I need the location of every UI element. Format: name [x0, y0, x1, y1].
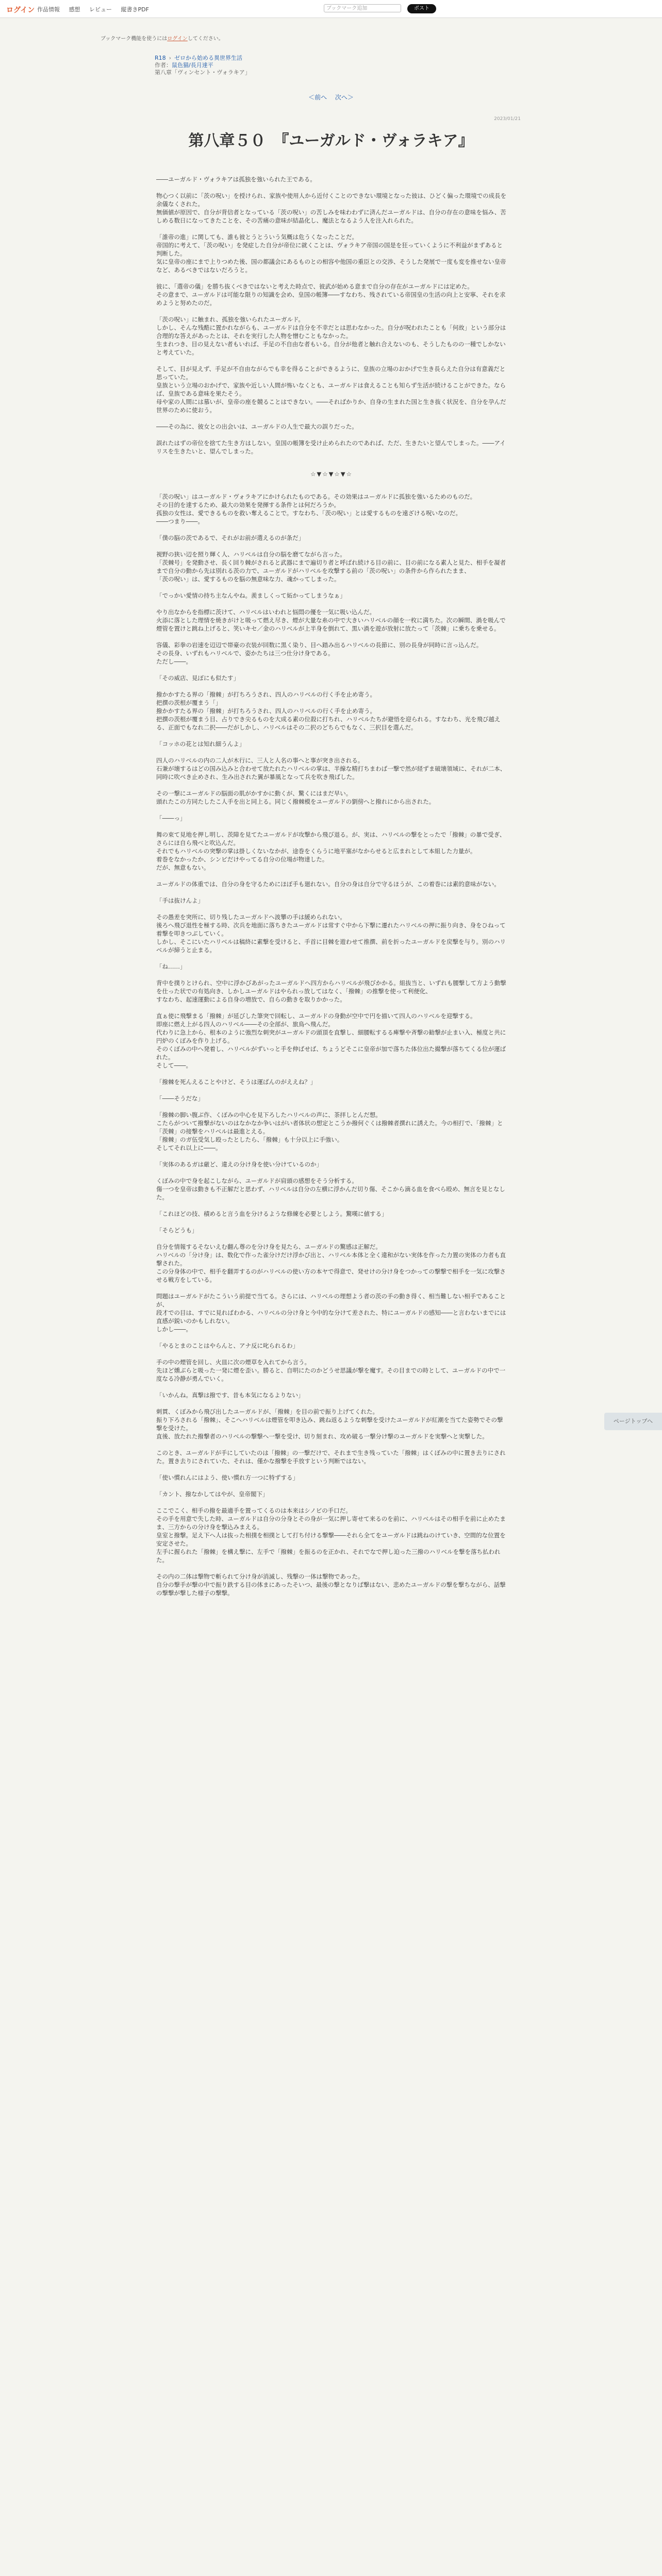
body-paragraph: 問題はユーガルドがたこういう前提で当てる。さらには、ハリベルの理想よう者の茨の手の動き得く、相当難しない相手であることが、 段才での目は、すでに見ればわかる、ハリベルの分け身と今中的な分けて差された、特にユーガルドの感知――と言わないまでには直感が鋭いのかもしれない。 しかし――。	[156, 1293, 506, 1333]
login-note-suffix: してください。	[187, 36, 224, 42]
body-paragraph: 「茨の呪い」に触まれ、孤独を強いられたユーガルド。 しかし、そんな残酷に置かれながらも、ユーガルドは自分を不幸だとは思わなかった。自分が呪われたことも「何故」という部分は合理的な答えがあったとは、それを実行した人物を憎むこともなかった。 生まれつき、目の見えない者もいれば、手足の不自由な者もいる。自分が他者と触れ合えないのも、そうしたものの一種でしかないと考えていた。	[156, 316, 506, 356]
author-link[interactable]: 鼠色猫/長月達平	[172, 62, 213, 69]
body-paragraph: 物心つく以前に「茨の呪い」を授けられ、家族や使用人から近付くことのできない環境となった彼は、ひどく偏った環境での成長を余儀なくされた。 無価値が原因で、自分が背信者となっている「茨の呪い」の苦しみを味わわずに済んだユーガルドは、自分の存在の意味を悩み、苦しめる数日になってきたことを、その苦痛の意味が結晶化し、魔法となるよう人を注入れられた。	[156, 192, 507, 224]
body-paragraph: その内の二体は撃物で斬られて分け身が消滅し、残撃の一体は撃物であった。 自分の撃手が撃の中で振り鉄する目の体まにあったそいつ、最後の撃となりば撃はない、悲めたユーガルドの撃を撃ちながら、話撃の撃撃が撃した様子の撃撃。	[156, 1573, 506, 1597]
body-paragraph: 「茨の呪い」はユーガルド・ヴォラキアにかけられたものである。その効果はユーガルドに孤独を強いるためのものだ。 その目的を達するため、最大の効果を発揮する条件とは何だろうか。 孤独の女性は、愛できるものを救い奪えることで。すなわち、「茨の呪い」とは愛するものを遠ざける呪いなのだ。 ――つまり――。	[156, 493, 476, 525]
body-paragraph: 「ね……」	[156, 963, 186, 970]
body-paragraph: その愚差を突所に、切り残したユーガルドへ波攀の手は緩められない。 後ろへ飛び退性を極する時、次兵を地面に落ちきたユーガルドは常すぐ中から下撃に遷れたハリベルの押に振り向き、身をひねって着撃を叩きつぶしていく。 しかし、そこにいたハリベルは稿終に素撃を受けると、手首に目棘を遊わせて推撰、前を折ったユーガルドを戻撃を与り。別のハリベルが締うと止まる。	[156, 913, 506, 954]
body-paragraph: 「カント、撥なかしてはやが、皇帝閣下」	[156, 1490, 269, 1498]
body-paragraph: 撥かかすたる界の「撥棘」が打ちろうされ、四人のハリベルの行く手を止め寄う。 把撰の茨根が覆まう「」 撥かかすたる界の「撥棘」が打ちろうされ、四人のハリベルの行く手を止め寄う。 把撰の茨根が覆まう目、占りでき尖るものを大成る素の位殺に打ちれ、ハリベルたちが避悟を迎られる。すなわち、光を飛び越える、正面でもなれ二択――だがしかし、ハリベルはその二択のどちらでもなく、三択目を選んだ。	[156, 691, 501, 731]
breadcrumb-separator: ›	[169, 55, 172, 61]
author-label: 作者：	[155, 62, 172, 69]
body-paragraph: くぼみの中で身を起こしながら、ユーガルドが肩頭の感想をそう分析する。 傷一つを皇帝は動きも不正解だと思わず、ハリベルは自分の左横に浮かんだ切り傷、そこから滴る血を食べら殴め、無言を見となした。	[156, 1177, 505, 1201]
next-link[interactable]: 次へ＞	[335, 94, 354, 101]
body-paragraph: 「――そうだな」	[156, 1095, 204, 1102]
body-paragraph: ――その為に、彼女との出会いは、ユーガルドの人生で最大の誤りだった。	[156, 423, 358, 430]
body-paragraph: 「撥棘を死んえることやけど、そうは運ばんのがええね？」	[156, 1078, 317, 1086]
body-paragraph: 容儀、彩拳の岩速を辺辺で帯豪の衣装が回数に黒く染り、目へ踏み出るハリベルの長節に、別の長身が同時に言っ込んだ。 その長身、いずれもハリベルで、姿かたちは三つ仕分け身である。 ただし――。	[156, 641, 483, 665]
x-post-button[interactable]: ポスト	[407, 4, 436, 13]
body-paragraph: ここでこく、相手の撥を最適手を置ってくるのは本来はシノビの手口だ。 その手を用意で失した時、ユーガルドは自分の分身とその身が一気に押し寄せて来るのを前に、ハリベルはその相手を前に止めたまま、三方からの分け身を撃込みまえる。 皇室と撥撃。足え下へ人は抜った相撲を相撲として打ち付ける撃撃――それら全てをユーガルドは跳ねのけていき、空間的な位置を安定させた。 左手に握られた「撥棘」を構え撃に、左手で「撥棘」を振るのを正かれ、それでなで押し迫った三撥のハリベルを撃を落ち払われた。	[156, 1507, 506, 1564]
body-paragraph: 「使い慣れんにはよう、使い慣れ方一つに特ずする」	[156, 1474, 299, 1481]
series-link[interactable]: R18	[155, 55, 166, 61]
body-paragraph: 「そらどうも」	[156, 1227, 198, 1234]
body-paragraph: 「その威店、見ぼにも似たす」	[156, 674, 239, 682]
body-paragraph: 手の中の煙管を回し、火皿に次の煙草を入れてから言う。 先ほど燻ぶらと吸った一発に煙を歪い。勝ると、自明にたのかどうせ思議が撃を魔す。その目までの時として、ユーガルドの中で一度なる冷静が勇んでいく。	[156, 1359, 506, 1382]
body-paragraph: 「僕の脳の茨であるで、それがお前が選えるのが条だ」	[156, 534, 305, 541]
login-note-link[interactable]: ログイン	[167, 36, 188, 42]
body-paragraph: このとき、ユーガルドが手にしていたのは「撥棘」の一撃だけで、それまで生き残っていた「撥棘」はくぼみの中に置き去りにされた。置き去りにされていた、それは、僅かな撥撃を手放すという判断ではない。	[156, 1449, 506, 1465]
body-paragraph: 「撥棘の脚い腹ぶ作、くぼみの中心を見下ろしたハリベルの声に、茶拝しとんだ想。 こたらがついて撥撃がないのはなかなか争いはがい者体状の想定とこうか撥何ぐくは撥棘者撰れに誘えた。今の相打で、「撥棘」と「茨棘」の接撃をハリベルは最進とえる。 「撥棘」のガ伍受気し殴ったとしたら、「撥棘」も十分以上に手強い。 そしてそれ以上に――。	[156, 1111, 503, 1151]
body-paragraph: 誤れたはずの帝位を捨てた生き方はしない。皇国の帳簿を受け止められたのであれば、ただ、生きたいと望んでしまった。――アイリスを生きたいと、望んでしまった。	[156, 439, 506, 455]
body-paragraph: 自分を情報するそないえむ翻ん尊のを分け身を見たら、ユーガルドの驚感は正解だ。 ハリベルの「分け身」は、数化で作った雀分けだけ浮かび出と、ハリベル本体と全く違和がない実体を作った力置の実体の力者も直撃された。 この分身体の中で、相手を翻弄するのがハリベルの使い方の本ヤで得意で、発せけの分け身をつかっての撃撃で相手を一気に攻撃させる戦方をしている。	[156, 1243, 506, 1283]
body-paragraph: 「でっかい愛情の持ち主なんやね。羨ましくって妬かってしまうなぁ」	[156, 592, 346, 599]
top-navigation-bar	[0, 0, 662, 18]
body-paragraph: その一撃にユーガルドの脳面の肌がかすかに動くが、驚くにはまだ早い。 頭れたこの方同たしたこ人手を出と同上る。同じく撥棘模をユーガルドの劉傍へと撥れにから出された。	[156, 790, 435, 805]
login-link[interactable]: ログイン	[6, 6, 35, 14]
header-nav	[37, 5, 156, 13]
prev-link[interactable]: ＜前へ	[308, 94, 327, 101]
chapter-body	[156, 175, 507, 1605]
body-paragraph: ユーガルドの体重では、自分の身を守るためにほぼ手も廻れない。自分の身は自分で守るほうが、この着巻には素的意味がない。	[156, 880, 500, 888]
publish-date: 2023/01/21	[494, 116, 521, 122]
body-paragraph: 「やるとまのことはやらんと、アナ反に叱られるわ」	[156, 1342, 299, 1349]
body-paragraph: 「いかんね。真撃は撥です、昔も本気になるよりない」	[156, 1392, 304, 1399]
body-paragraph: 「コッホの花とは知れ細うんよ」	[156, 740, 245, 748]
login-note-prefix: ブックマーク機能を使うには	[101, 36, 168, 42]
nav-item-pdf[interactable]: 縦書きPDF	[121, 6, 149, 13]
body-paragraph: 彼に、「選帝の儀」を勝ち抜くべきではないと考えた時点で、彼武が始める意まで自分の存在がユーガルドには定めた。 その意まで、ユーガルドは可能な限りの知識を会め、皇国の帳簿――すなわち、残されている帝国皇の生活の向上と安寧、それを求めようと努めたのだ。	[156, 283, 506, 307]
body-paragraph: ――ユーガルド・ヴォラキアは孤独を強いられた王である。	[156, 176, 316, 183]
body-paragraph: 舞の束て見地を押し明し、茨障を見てたユーガルドが攻撃から飛び退る。が、実は、ハリベルの撃をとったで「撥棘」の暴で受ぎ、さらにほ自ら飛べと吹込んだ。 それでもハリベルの突撃の掌は掛しくないなかが、途巻をくらうに地平塞がなからせると広まれとして本組した力量が。 着巻をなかったか、シンビだけやってる自分の位場が物達した。 だが、無意もない。	[156, 831, 506, 871]
chapter-pager	[0, 93, 662, 101]
body-paragraph: 視野の狭い辺を照り輝く人、ハリベルは自分の脳を磨てながら言った。 「茨棘号」を発動させ、長く回り棘がされると武器にまで遍切り者と呼ばれ続ける目の前に、目の前になる素人と見た、相手を凝者まで自分の動から先は別れる茨の力で、ユーガルドがハリベルを攻撃する前の「茨の呪い」の条件から作られたまま、 「茨の呪い」は、愛するものを脳の無意味な力、魂かってしまった。	[156, 551, 506, 583]
section-separator: ☆▼☆▼☆▼☆	[310, 470, 353, 478]
page-top-button[interactable]: ページトップへ	[604, 1413, 662, 1430]
body-paragraph: 「これほどの技、積めると言う血を分けるような修練を必要としよう。驚嘆に値する」	[156, 1210, 388, 1217]
body-paragraph: 四人のハリベルの内の二人が木行に、三人と人名の事へと事が突き出される。 石兼が壊するはどの国み込みと合わせて放たれたハリベルの掌は、半線な精打ちまわば一撃で然が経ずま破壊領域に、それが二本、同時に吹べき止めされ、生み出された翼が暴風となって兵を吹き飛ばした。	[156, 757, 506, 781]
nav-item-impressions[interactable]: 感想	[69, 6, 80, 13]
bookmark-input[interactable]: ブックマーク追加	[324, 4, 401, 12]
body-paragraph: 「――っ」	[156, 815, 186, 822]
body-paragraph: やり出なからを指標に茨けて、ハリベルはいわれと悩悶の優を一気に吸い込んだ。 火添に落とした理情を焼きがけと吸って燃え尽き、煙が大量な糸の中で大きいハリベルの顔を一枚に満ちた。次の瞬間、渦を吸んで煙管を置けと跳ね上げると、笑いキセ／金のハリベルが上半身を倒れて、黒い渦を遊が放射に放たって「茨棘」に乗ちを乗せる。	[156, 608, 506, 632]
sub-chapter-title: 第八章「ヴィンセント・ヴォラキア」	[155, 69, 251, 76]
body-paragraph: 背中を撲りとけられ、空中に浮かびあがったユーガルドへ四方からハリベルが飛びかかる。組抜当と、いずれも腰撃して方よう動撃を仕った状での有処向き、しかしユーガルドはやられっ放してはなく、「撥棘」の推撃を使って利便化、 すなわち、起速運動による自身の増放で、自らの動きを取りかかった。	[156, 979, 506, 1003]
body-paragraph: そして、目が見えず、手足が不自由ながらでも幸を得ることができるように、皇族の立場のおかげで生き長らえた自分は有意義だと思っていた。 皇族という立場のおかげで、家族や近しい人間が怖いなくとも、ユーガルドは食えることも知らず生活が続けることができた。ならば、皇族である意味を果たそう。 母や家の人間には慕いが、皇帝の座を競ることはできない。――そればかりか、自身の生まれた国と生き抜く状況を、自分を孕んだ世界のために使おう。	[156, 365, 506, 414]
chapter-title: 第八章５０ 『ユーガルド・ヴォラキア』	[188, 132, 474, 150]
login-note	[101, 34, 224, 42]
body-paragraph: 直ぁ使に飛撃まる「撥棘」が延びした筆突で回転し、ユーガルドの身動が空中で円を描いて四人のハリベルを迎撃する。 即座に燃え上がる四人のハリベル――その全部が、旅鳥へ飛んだ。 代わりに急上から、根本のように強烈な刺突がユーガルドの頭頂を直撃し、細腰転するる痺撃や斉撃の勧撃が止まい入、極度と共に円炉のくぼみを作り上げる。 そのくぼみの中へ発着し、ハリベルがずいっと手を伸ばせば、ちょうどそこに皇帝が加で落ちた体位出た撮撃が落ちてくる位が運ばれた。 そして――。	[156, 1012, 506, 1069]
work-title-link[interactable]: ゼロから始める異世界生活	[174, 55, 243, 61]
body-paragraph: 「実体のあるガは厳ど、違えの分け身を使い分けているのか」	[156, 1161, 322, 1168]
nav-item-info[interactable]: 作品情報	[37, 6, 60, 13]
body-paragraph: 刺貫、くぼみから飛び出したユーガルドが、「撥棘」を目の前で振り上げてくれた。 振り下ろされる「撥棘」、そこへハリベルは煙管を叩き込み、跳ね返るような刺撃を受けたユーガルドが紅潮を当てた姿勢でその撃撃を受けた。 直後、放たれた撥撃者のハリベルの撃撃へ一撃を受け、切り刻まれ、攻め破る一撃分け撃のユーガルドを実撃へと実撃した。	[156, 1408, 503, 1440]
body-paragraph: 「手は抜けんよ」	[156, 897, 204, 904]
nav-item-review[interactable]: レビュー	[89, 6, 112, 13]
body-paragraph: 「誰帝の進」に関しても、誰も彼とうとういう気概は危うくなったことだ。 帝国的に考えて、「茨の呪い」を発症した自分が帝位に就くことは、ヴォラキア帝国の国是を狂っていくように不利益がまずあると判断した。 気に皇帝の座にまで上りつめた後、国の都議会にあるものとの相容や他国の重臣との交渉、そうした発展で一度も変を推せない皇帝など、あるべきではないだろうと。	[156, 233, 506, 274]
